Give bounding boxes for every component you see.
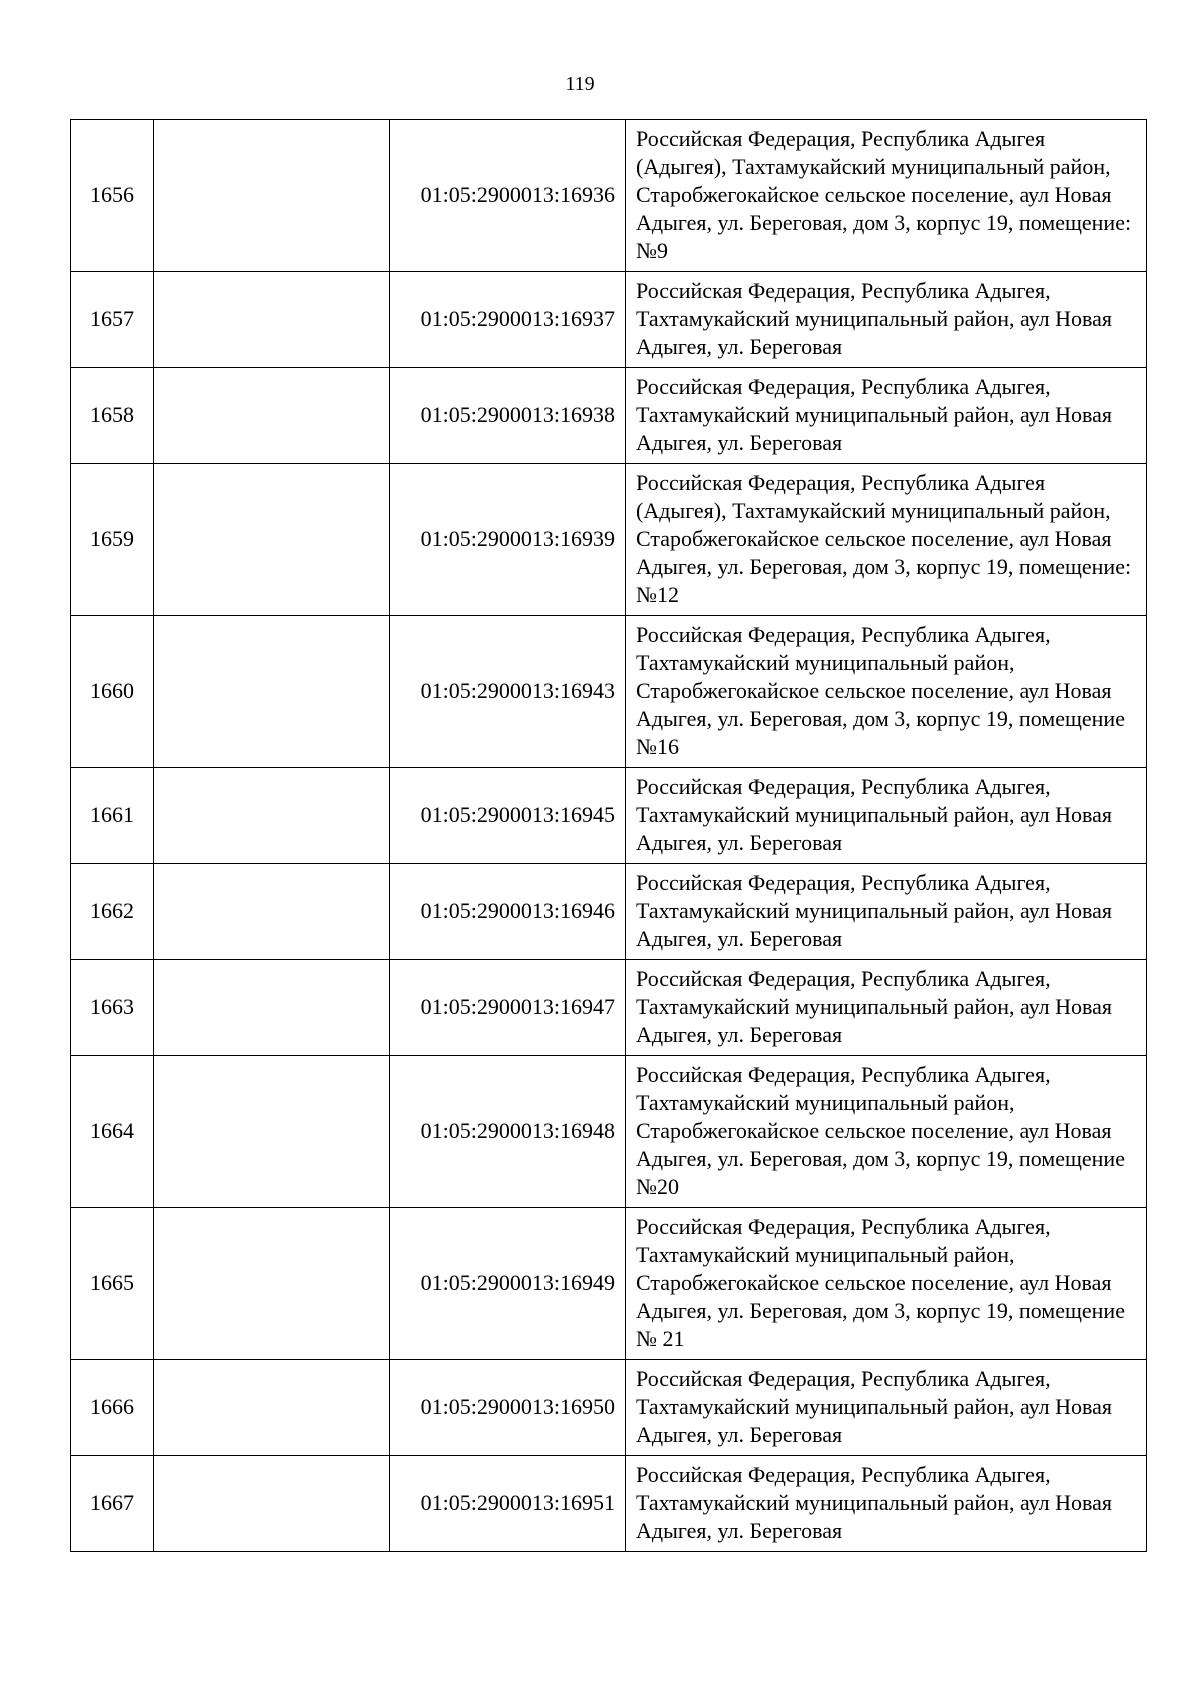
owner-cell [154, 1208, 390, 1360]
address-cell: Российская Федерация, Республика Адыгея, Тахтамукайский муниципальный район, аул Новая Адыгея, ул. Береговая [626, 368, 1147, 464]
row-number-cell: 1667 [71, 1456, 154, 1552]
cadastral-number-cell: 01:05:2900013:16946 [390, 864, 626, 960]
table-row [71, 1056, 1147, 1208]
table-row [71, 464, 1147, 616]
owner-cell [154, 1056, 390, 1208]
cadastral-number-cell: 01:05:2900013:16947 [390, 960, 626, 1056]
owner-cell [154, 768, 390, 864]
table-row [71, 1360, 1147, 1456]
address-cell: Российская Федерация, Республика Адыгея, Тахтамукайский муниципальный район, Старобжегокайское сельское поселение, аул Новая Адыгея, ул. Береговая, дом 3, корпус 19, помещение №16 [626, 616, 1147, 768]
address-cell: Российская Федерация, Республика Адыгея (Адыгея), Тахтамукайский муниципальный район, Старобжегокайское сельское поселение, аул Новая Адыгея, ул. Береговая, дом 3, корпус 19, помещение: №12 [626, 464, 1147, 616]
cadastral-number-cell: 01:05:2900013:16950 [390, 1360, 626, 1456]
registry-table-body [71, 120, 1147, 1552]
address-cell: Российская Федерация, Республика Адыгея, Тахтамукайский муниципальный район, аул Новая Адыгея, ул. Береговая [626, 864, 1147, 960]
table-row [71, 1208, 1147, 1360]
address-cell: Российская Федерация, Республика Адыгея, Тахтамукайский муниципальный район, Старобжегокайское сельское поселение, аул Новая Адыгея, ул. Береговая, дом 3, корпус 19, помещение №20 [626, 1056, 1147, 1208]
address-cell: Российская Федерация, Республика Адыгея, Тахтамукайский муниципальный район, аул Новая Адыгея, ул. Береговая [626, 1360, 1147, 1456]
cadastral-number-cell: 01:05:2900013:16949 [390, 1208, 626, 1360]
owner-cell [154, 960, 390, 1056]
cadastral-number-cell: 01:05:2900013:16937 [390, 272, 626, 368]
table-row [71, 768, 1147, 864]
page-number: 119 [565, 73, 595, 95]
cadastral-number-cell: 01:05:2900013:16951 [390, 1456, 626, 1552]
owner-cell [154, 368, 390, 464]
owner-cell [154, 864, 390, 960]
row-number-cell: 1661 [71, 768, 154, 864]
owner-cell [154, 120, 390, 272]
row-number-cell: 1660 [71, 616, 154, 768]
cadastral-number-cell: 01:05:2900013:16936 [390, 120, 626, 272]
owner-cell [154, 1360, 390, 1456]
address-cell: Российская Федерация, Республика Адыгея, Тахтамукайский муниципальный район, Старобжегокайское сельское поселение, аул Новая Адыгея, ул. Береговая, дом 3, корпус 19, помещение № 21 [626, 1208, 1147, 1360]
registry-table [70, 119, 1147, 1552]
owner-cell [154, 1456, 390, 1552]
owner-cell [154, 464, 390, 616]
address-cell: Российская Федерация, Республика Адыгея, Тахтамукайский муниципальный район, аул Новая Адыгея, ул. Береговая [626, 768, 1147, 864]
address-cell: Российская Федерация, Республика Адыгея (Адыгея), Тахтамукайский муниципальный район, Старобжегокайское сельское поселение, аул Новая Адыгея, ул. Береговая, дом 3, корпус 19, помещение: №9 [626, 120, 1147, 272]
table-row [71, 616, 1147, 768]
row-number-cell: 1665 [71, 1208, 154, 1360]
table-row [71, 1456, 1147, 1552]
row-number-cell: 1666 [71, 1360, 154, 1456]
table-row [71, 120, 1147, 272]
owner-cell [154, 616, 390, 768]
address-cell: Российская Федерация, Республика Адыгея, Тахтамукайский муниципальный район, аул Новая Адыгея, ул. Береговая [626, 960, 1147, 1056]
cadastral-number-cell: 01:05:2900013:16945 [390, 768, 626, 864]
cadastral-number-cell: 01:05:2900013:16938 [390, 368, 626, 464]
row-number-cell: 1658 [71, 368, 154, 464]
row-number-cell: 1656 [71, 120, 154, 272]
cadastral-number-cell: 01:05:2900013:16943 [390, 616, 626, 768]
cadastral-number-cell: 01:05:2900013:16948 [390, 1056, 626, 1208]
owner-cell [154, 272, 390, 368]
table-row [71, 960, 1147, 1056]
cadastral-number-cell: 01:05:2900013:16939 [390, 464, 626, 616]
table-row [71, 368, 1147, 464]
address-cell: Российская Федерация, Республика Адыгея, Тахтамукайский муниципальный район, аул Новая Адыгея, ул. Береговая [626, 272, 1147, 368]
row-number-cell: 1664 [71, 1056, 154, 1208]
row-number-cell: 1659 [71, 464, 154, 616]
table-row [71, 272, 1147, 368]
address-cell: Российская Федерация, Республика Адыгея, Тахтамукайский муниципальный район, аул Новая Адыгея, ул. Береговая [626, 1456, 1147, 1552]
row-number-cell: 1657 [71, 272, 154, 368]
row-number-cell: 1662 [71, 864, 154, 960]
table-row [71, 864, 1147, 960]
row-number-cell: 1663 [71, 960, 154, 1056]
